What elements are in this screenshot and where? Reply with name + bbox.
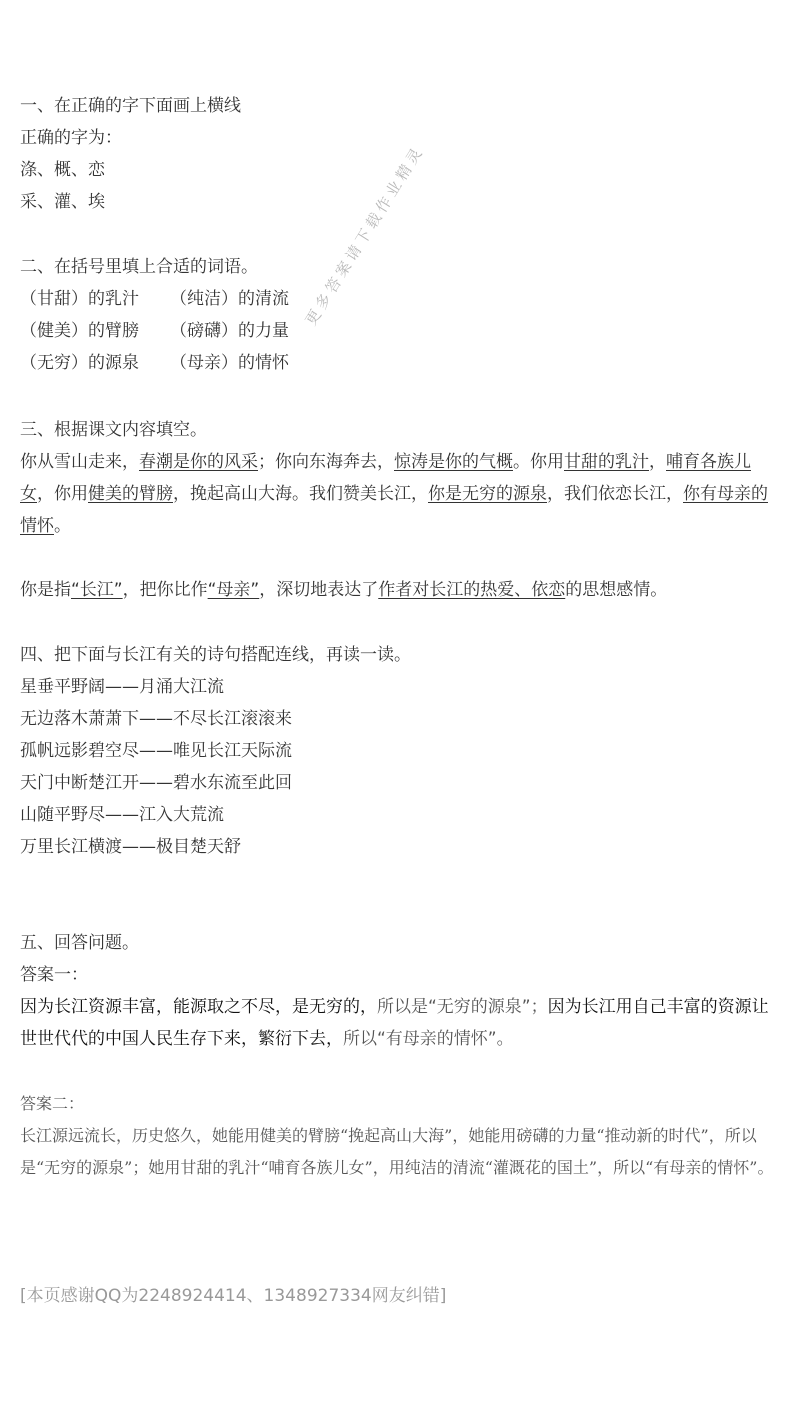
section-1-title: 一、在正确的字下面画上横线 xyxy=(20,96,241,116)
underlined-answer: 惊涛是你的气概 xyxy=(394,452,513,472)
underlined-answer: “母亲” xyxy=(207,580,260,600)
poem-line: 无边落木萧萧下——不尽长江滚滚来 xyxy=(20,709,292,729)
fill-answer: （甘甜）的乳汁 xyxy=(20,289,139,309)
section-5-title: 五、回答问题。 xyxy=(20,933,139,953)
section-2-row xyxy=(20,283,776,315)
section-1-row-1: 涤、概、恋 xyxy=(20,160,105,180)
text-run: ，我们依恋长江， xyxy=(547,484,683,504)
answer-2-label: 答案二： xyxy=(20,1094,85,1113)
text-run: 的思想感情。 xyxy=(565,580,668,600)
text-run: ，你用 xyxy=(37,484,88,504)
section-3-paragraph-1 xyxy=(20,446,776,542)
section-2-row xyxy=(20,347,776,379)
section-1-label: 正确的字为： xyxy=(20,128,122,148)
underlined-answer: 春潮是你的风采 xyxy=(139,452,258,472)
text-run: ，挽起高山大海。我们赞美长江， xyxy=(173,484,428,504)
watermark: 更多答案请下载作业精灵 xyxy=(301,141,428,329)
text-run: 因为长江用自己丰富的资源让世世代代的中国人民生存下来，繁衍下去， xyxy=(20,997,769,1049)
text-run: 所以是“无穷的源泉”； xyxy=(377,997,548,1017)
poem-line: 万里长江横渡——极目楚天舒 xyxy=(20,837,241,857)
text-run: ，深切地表达了 xyxy=(259,580,379,600)
underlined-answer: 你是无穷的源泉 xyxy=(428,484,547,504)
section-3-paragraph-2 xyxy=(20,574,776,606)
fill-answer: （母亲）的情怀 xyxy=(170,353,289,373)
footer-credits: [本页感谢QQ为2248924414、1348927334网友纠错] xyxy=(20,1286,447,1306)
fill-answer: （磅礴）的力量 xyxy=(170,321,289,341)
text-run: 。 xyxy=(54,516,71,536)
text-run: 你从雪山走来， xyxy=(20,452,139,472)
section-1-row-2: 采、灌、埃 xyxy=(20,192,105,212)
poem-line: 星垂平野阔——月涌大江流 xyxy=(20,677,224,697)
underlined-answer: 甘甜的乳汁 xyxy=(564,452,649,472)
text-run: ；你向东海奔去， xyxy=(258,452,394,472)
text-run: 因为长江资源丰富，能源取之不尽，是无穷的， xyxy=(20,997,377,1017)
answer-1-label: 答案一： xyxy=(20,965,88,985)
underlined-answer: “长江” xyxy=(71,580,123,600)
section-2-title: 二、在括号里填上合适的词语。 xyxy=(20,257,258,277)
fill-answer: （无穷）的源泉 xyxy=(20,353,139,373)
text-run: 。你用 xyxy=(513,452,564,472)
text-run: 你是指 xyxy=(20,580,71,600)
underlined-answer: 健美的臂膀 xyxy=(88,484,173,504)
poem-line: 孤帆远影碧空尽——唯见长江天际流 xyxy=(20,741,292,761)
underlined-answer: 哺育各族儿女 xyxy=(20,452,751,504)
section-2-row xyxy=(20,315,776,347)
answer-2-text: 长江源远流长，历史悠久，她能用健美的臂膀“挽起高山大海”，她能用磅礴的力量“推动新的时代”，所以是“无穷的源泉”；她用甘甜的乳汁“哺育各族儿女”，用纯洁的清流“灌溉花的国土”，所以“有母亲的情怀”。 xyxy=(20,1126,774,1177)
poem-line: 山随平野尽——江入大荒流 xyxy=(20,805,224,825)
underlined-answer: 作者对长江的热爱、依恋 xyxy=(378,580,566,600)
fill-answer: （纯洁）的清流 xyxy=(170,289,289,309)
text-run: 所以“有母亲的情怀”。 xyxy=(343,1029,514,1049)
section-3-title: 三、根据课文内容填空。 xyxy=(20,420,207,440)
underlined-answer: 你有母亲的情怀 xyxy=(20,484,768,536)
fill-answer: （健美）的臂膀 xyxy=(20,321,139,341)
section-4-title: 四、把下面与长江有关的诗句搭配连线，再读一读。 xyxy=(20,645,411,665)
poem-line: 天门中断楚江开——碧水东流至此回 xyxy=(20,773,292,793)
answer-1-text xyxy=(20,991,776,1055)
text-run: ， xyxy=(649,452,666,472)
text-run: ，把你比作 xyxy=(122,580,208,600)
